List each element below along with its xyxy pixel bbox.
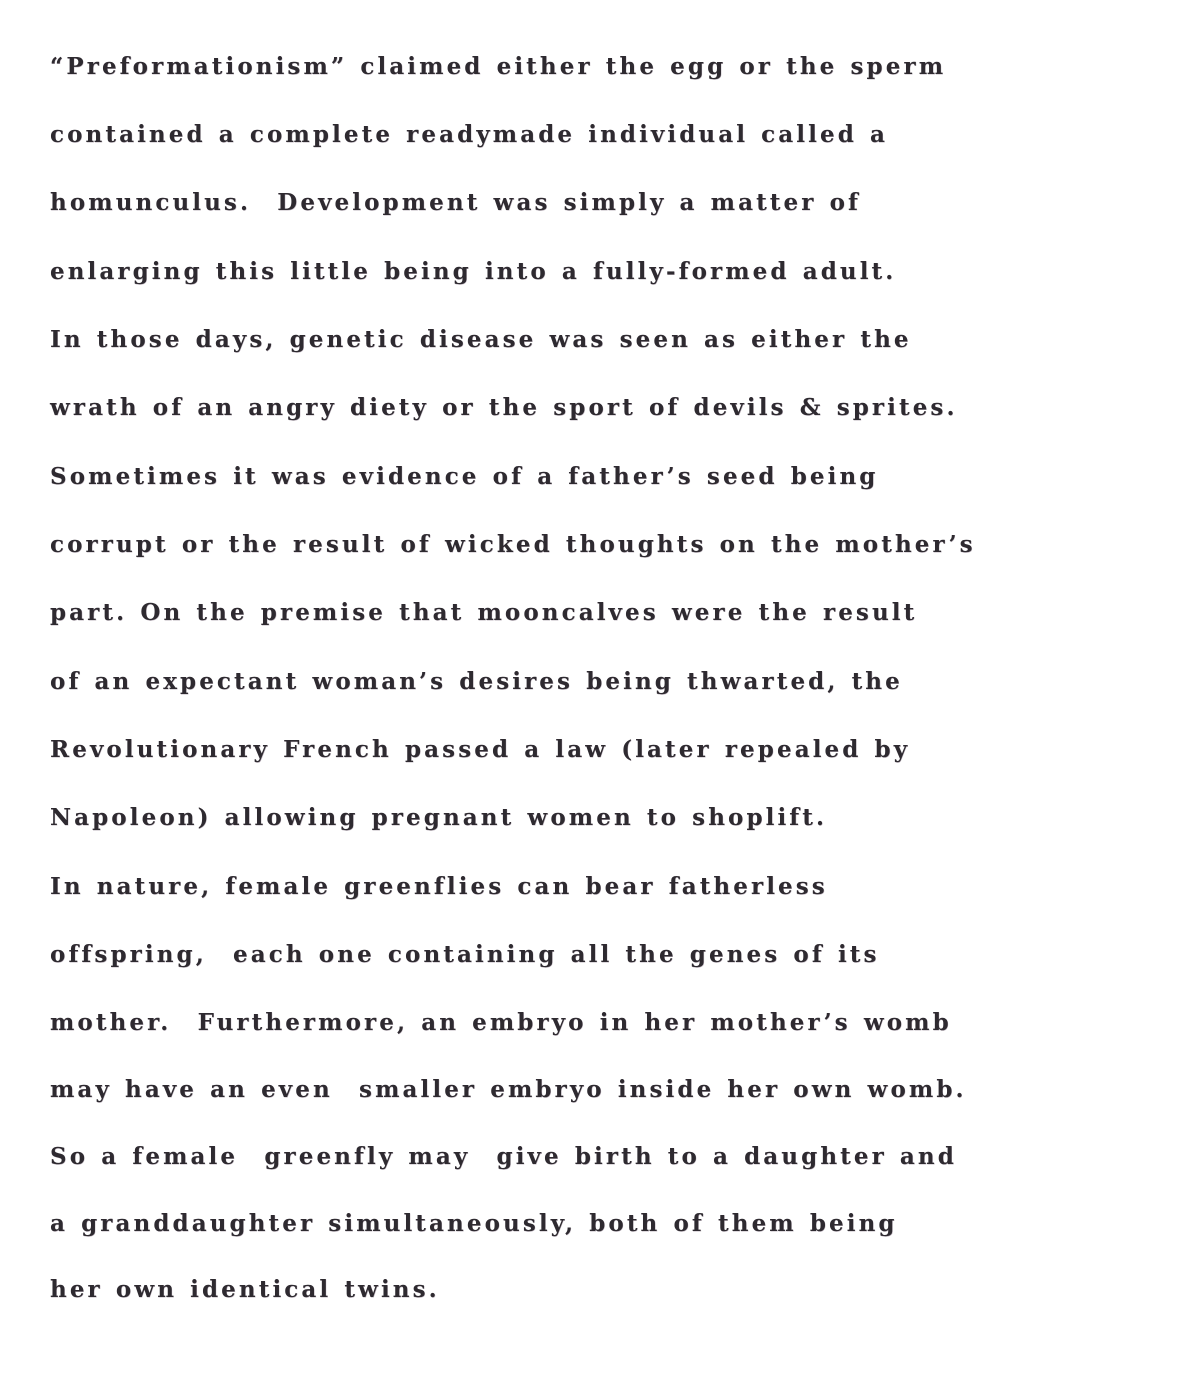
text-line: In those days, genetic disease was seen as either the xyxy=(50,326,912,353)
text-line: “Preformationism” claimed either the egg or the sperm xyxy=(50,53,947,80)
text-line: offspring, each one containing all the genes of its xyxy=(50,941,880,968)
text-line: So a female greenfly may give birth to a daughter and xyxy=(50,1143,957,1170)
text-line: may have an even smaller embryo inside her own womb. xyxy=(50,1076,967,1103)
text-line: wrath of an angry diety or the sport of devils & sprites. xyxy=(50,394,958,421)
text-line: mother. Furthermore, an embryo in her mother’s womb xyxy=(50,1009,952,1036)
text-line: of an expectant woman’s desires being thwarted, the xyxy=(50,668,903,695)
text-line: part. On the premise that mooncalves were the result xyxy=(50,599,918,626)
text-line: corrupt or the result of wicked thoughts on the mother’s xyxy=(50,531,976,558)
text-line: a granddaughter simultaneously, both of them being xyxy=(50,1210,898,1237)
text-line: Sometimes it was evidence of a father’s seed being xyxy=(50,463,879,490)
text-line: enlarging this little being into a fully-formed adult. xyxy=(50,258,897,285)
text-line: Revolutionary French passed a law (later repealed by xyxy=(50,736,911,763)
text-line: contained a complete readymade individual called a xyxy=(50,121,888,148)
text-line: her own identical twins. xyxy=(50,1276,440,1303)
text-line: homunculus. Development was simply a matter of xyxy=(50,189,862,216)
text-line: In nature, female greenflies can bear fatherless xyxy=(50,873,828,900)
text-line: Napoleon) allowing pregnant women to shoplift. xyxy=(50,804,828,831)
